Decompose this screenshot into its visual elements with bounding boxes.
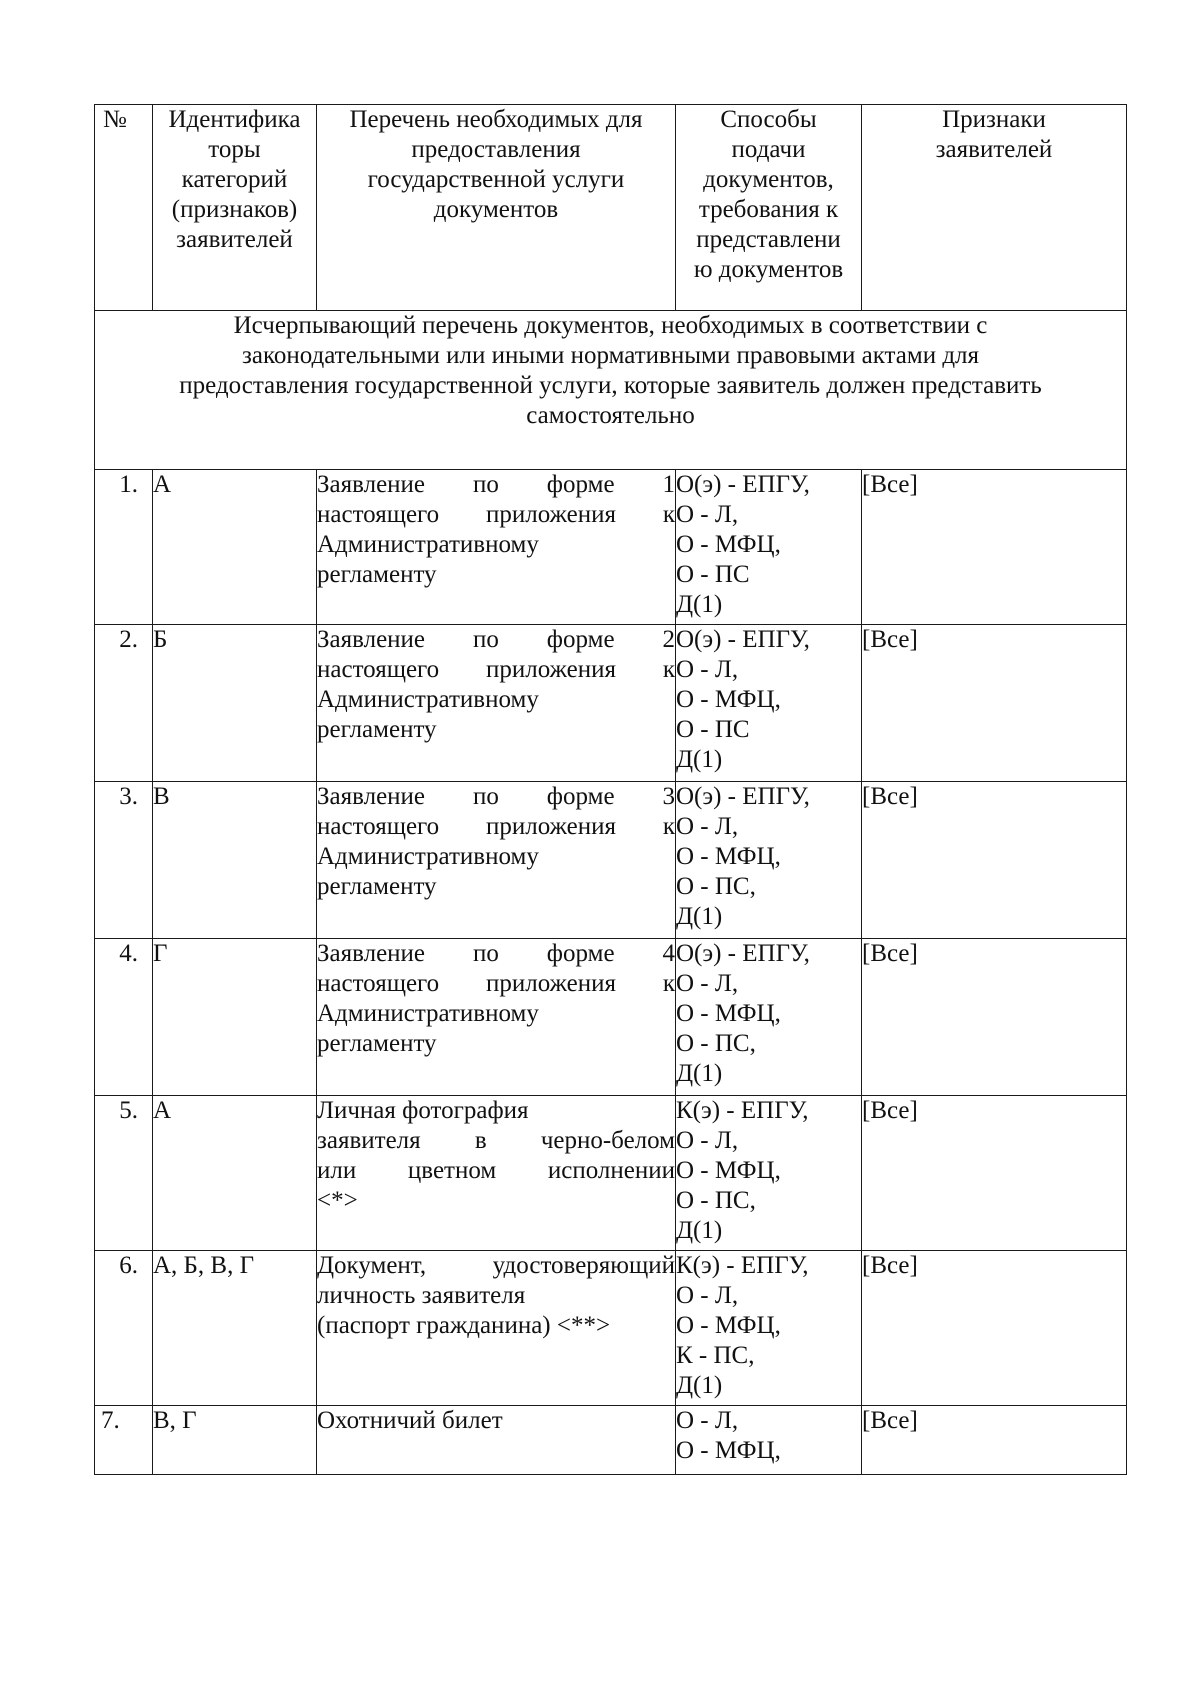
method-line: Д(1) (676, 1060, 723, 1087)
row-identifier: А, Б, В, Г (153, 1251, 317, 1406)
method-line: О - МФЦ, (676, 843, 781, 870)
row-number: 3. (95, 782, 153, 939)
table-row (95, 625, 1127, 782)
document-line: или цветном исполнении (317, 1157, 675, 1184)
document-line: регламенту (317, 873, 437, 900)
method-line: О - Л, (676, 1282, 739, 1309)
document-line: Охотничий билет (317, 1407, 503, 1434)
row-methods (676, 625, 862, 782)
document-line: регламенту (317, 1030, 437, 1057)
document-line: заявителя в черно-белом (317, 1127, 675, 1154)
row-document (317, 1406, 676, 1475)
method-line: Д(1) (676, 746, 723, 773)
document-line: настоящего приложения к (317, 970, 675, 997)
row-methods (676, 939, 862, 1096)
document-line: регламенту (317, 716, 437, 743)
document-line: Заявление по форме 1 (317, 471, 675, 498)
document-line: (паспорт гражданина) <**> (317, 1312, 611, 1339)
document-line: Личная фотография (317, 1097, 529, 1124)
row-identifier: В, Г (153, 1406, 317, 1475)
header-signs: Признаки заявителей (862, 105, 1127, 311)
table-row (95, 939, 1127, 1096)
method-line: О - МФЦ, (676, 686, 781, 713)
row-methods (676, 782, 862, 939)
method-line: О - Л, (676, 970, 739, 997)
row-identifier: Г (153, 939, 317, 1096)
method-line: Д(1) (676, 1372, 723, 1399)
row-document (317, 470, 676, 625)
table-header-row (95, 105, 1127, 311)
document-line: личность заявителя (317, 1282, 526, 1309)
row-document (317, 1096, 676, 1251)
section-title: Исчерпывающий перечень документов, необходимых в соответствии с законодательными или иными нормативными правовыми актами для предоставления государственной услуги, которые заявитель должен представить самостоятельно (95, 311, 1127, 470)
document-line: настоящего приложения к (317, 813, 675, 840)
row-methods (676, 470, 862, 625)
row-signs: [Все] (862, 625, 1127, 782)
header-documents: Перечень необходимых для предоставления государственной услуги документов (317, 105, 676, 311)
method-line: О - ПС (676, 716, 750, 743)
method-line: О - ПС, (676, 873, 756, 900)
header-identifiers: Идентифика торы категорий (признаков) заявителей (153, 105, 317, 311)
row-methods (676, 1096, 862, 1251)
method-line: О - Л, (676, 1407, 739, 1434)
row-number: 7. (95, 1406, 153, 1475)
row-document (317, 939, 676, 1096)
method-line: О - МФЦ, (676, 1312, 781, 1339)
row-number: 4. (95, 939, 153, 1096)
document-line: Административному (317, 843, 539, 870)
row-number: 1. (95, 470, 153, 625)
method-line: Д(1) (676, 1217, 723, 1244)
document-line: настоящего приложения к (317, 656, 675, 683)
method-line: О(э) - ЕПГУ, (676, 940, 810, 967)
table-row (95, 470, 1127, 625)
document-line: Административному (317, 531, 539, 558)
row-methods (676, 1251, 862, 1406)
document-line: Заявление по форме 3 (317, 783, 675, 810)
method-line: Д(1) (676, 903, 723, 930)
method-line: О(э) - ЕПГУ, (676, 626, 810, 653)
row-signs: [Все] (862, 470, 1127, 625)
row-identifier: Б (153, 625, 317, 782)
method-line: О - Л, (676, 656, 739, 683)
row-identifier: В (153, 782, 317, 939)
row-document (317, 625, 676, 782)
row-document (317, 782, 676, 939)
method-line: О(э) - ЕПГУ, (676, 783, 810, 810)
row-number: 5. (95, 1096, 153, 1251)
document-line: Административному (317, 686, 539, 713)
method-line: О - Л, (676, 813, 739, 840)
row-signs: [Все] (862, 1251, 1127, 1406)
method-line: К - ПС, (676, 1342, 755, 1369)
documents-table (94, 104, 1127, 1475)
method-line: О - ПС (676, 561, 750, 588)
row-signs: [Все] (862, 939, 1127, 1096)
method-line: К(э) - ЕПГУ, (676, 1252, 809, 1279)
document-line: настоящего приложения к (317, 501, 675, 528)
document-line: регламенту (317, 561, 437, 588)
method-line: О - МФЦ, (676, 531, 781, 558)
section-title-row (95, 311, 1127, 470)
document-line: Документ, удостоверяющий (317, 1252, 675, 1279)
table-row (95, 782, 1127, 939)
row-identifier: А (153, 470, 317, 625)
row-methods (676, 1406, 862, 1475)
header-methods: Способы подачи документов, требования к представлени ю документов (676, 105, 862, 311)
row-document (317, 1251, 676, 1406)
table-row (95, 1406, 1127, 1475)
method-line: К(э) - ЕПГУ, (676, 1097, 809, 1124)
method-line: О - Л, (676, 501, 739, 528)
row-number: 2. (95, 625, 153, 782)
header-number: № (95, 105, 153, 311)
method-line: О(э) - ЕПГУ, (676, 471, 810, 498)
row-identifier: А (153, 1096, 317, 1251)
method-line: О - ПС, (676, 1030, 756, 1057)
method-line: О - ПС, (676, 1187, 756, 1214)
document-line: Заявление по форме 2 (317, 626, 675, 653)
table-row (95, 1096, 1127, 1251)
row-signs: [Все] (862, 1406, 1127, 1475)
table-row (95, 1251, 1127, 1406)
row-number: 6. (95, 1251, 153, 1406)
method-line: О - МФЦ, (676, 1437, 781, 1464)
method-line: О - МФЦ, (676, 1000, 781, 1027)
document-line: Административному (317, 1000, 539, 1027)
document-line: <*> (317, 1187, 358, 1214)
row-signs: [Все] (862, 782, 1127, 939)
document-line: Заявление по форме 4 (317, 940, 675, 967)
row-signs: [Все] (862, 1096, 1127, 1251)
method-line: О - Л, (676, 1127, 739, 1154)
method-line: О - МФЦ, (676, 1157, 781, 1184)
method-line: Д(1) (676, 591, 723, 618)
